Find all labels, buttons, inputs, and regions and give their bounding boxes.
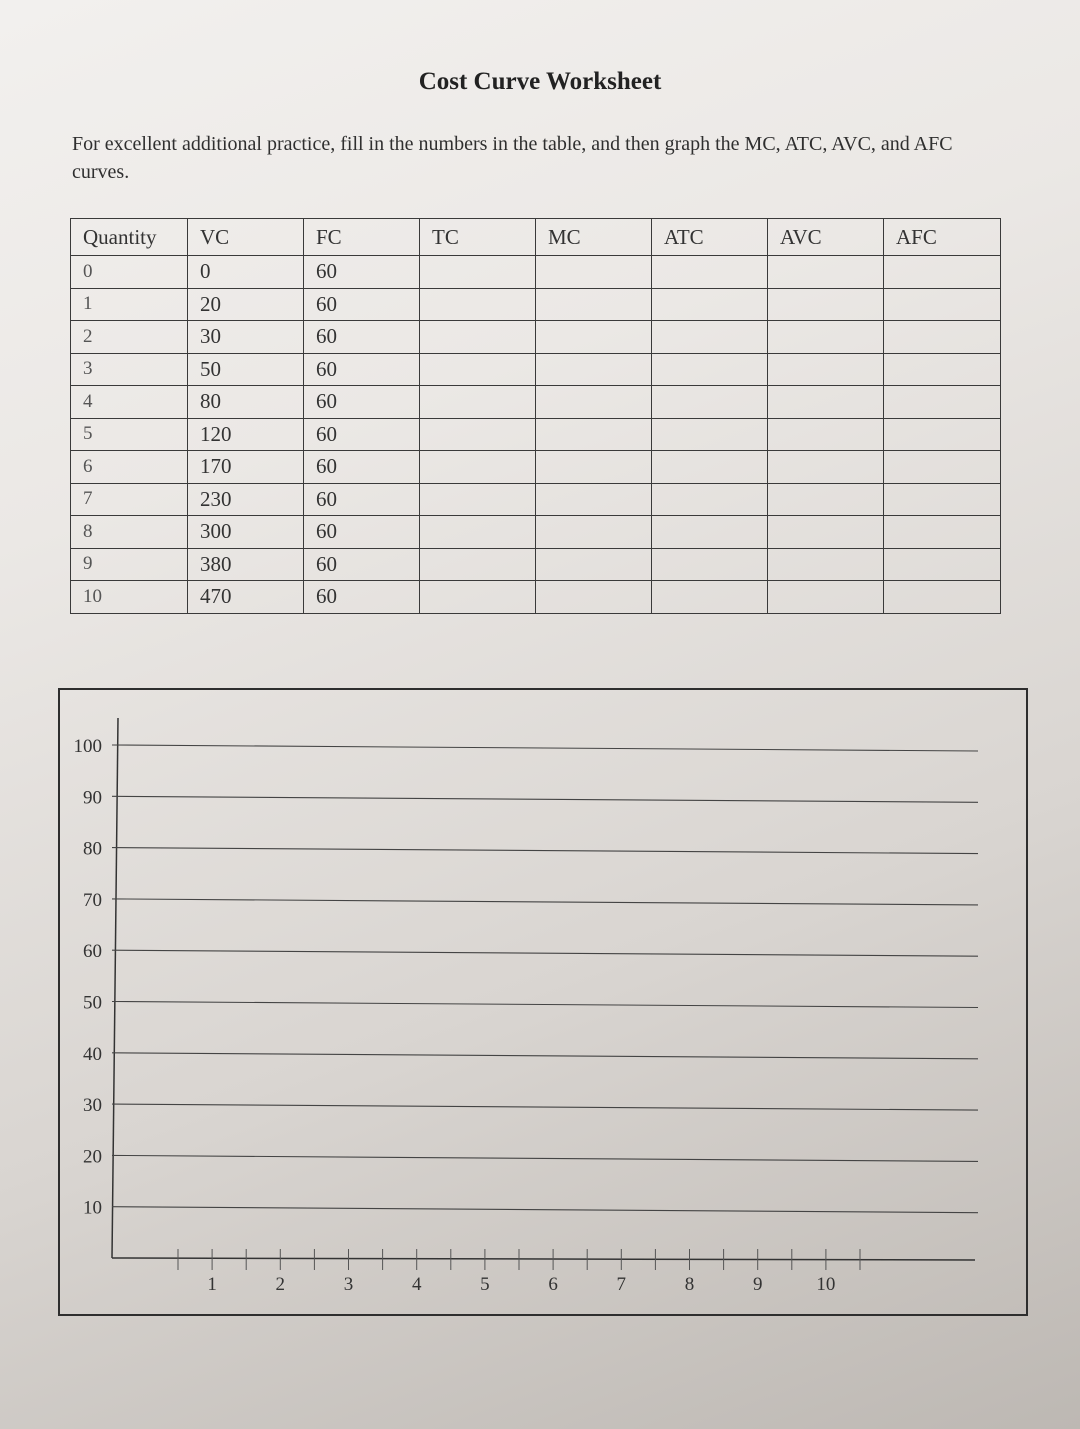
gridline-70 [112,899,978,905]
gridline-30 [112,1104,978,1110]
y-tick-label-10: 10 [83,1197,102,1219]
cell-vc: 380 [188,548,304,581]
cell-vc: 50 [188,353,304,386]
cell-fc: 60 [304,548,420,581]
gridline-10 [112,1207,978,1213]
x-tick-label-3: 3 [343,1274,354,1295]
x-tick-label-8: 8 [684,1274,695,1295]
cell-fc: 60 [304,353,420,386]
page-title: Cost Curve Worksheet [418,68,662,95]
cell-fc: 60 [304,516,420,549]
y-tick-label-80: 80 [83,838,102,860]
cell-quantity: 4 [71,386,188,419]
cell-fc: 60 [304,256,420,289]
gridline-90 [112,796,978,802]
cell-vc: 120 [188,418,304,451]
cell-fc: 60 [304,418,420,451]
x-tick-label-7: 7 [616,1274,627,1295]
cell-quantity: 5 [71,418,188,451]
cell-quantity: 0 [71,256,188,289]
cell-quantity: 1 [71,288,188,321]
gridline-100 [112,745,978,751]
column-header-atc: ATC [652,219,768,256]
column-header-mc: MC [536,219,652,256]
x-tick-label-10: 10 [816,1274,836,1295]
cell-vc: 170 [188,451,304,484]
cell-quantity: 10 [71,581,188,614]
cell-fc: 60 [304,288,420,321]
cell-quantity: 6 [71,451,188,484]
column-header-fc: FC [304,219,420,256]
cell-quantity: 7 [71,483,188,516]
y-tick-label-20: 20 [83,1146,102,1168]
column-header-vc: VC [188,219,304,256]
cell-fc: 60 [304,321,420,354]
cell-vc: 470 [188,581,304,614]
column-header-quantity: Quantity [71,219,188,256]
column-header-tc: TC [420,219,536,256]
x-axis [112,1258,975,1260]
cell-vc: 80 [188,386,304,419]
cell-quantity: 3 [71,353,188,386]
column-header-afc: AFC [884,219,1001,256]
cell-quantity: 2 [71,321,188,354]
y-tick-label-60: 60 [83,941,102,963]
y-axis [112,718,118,1258]
x-tick-label-9: 9 [752,1274,763,1295]
x-tick-label-5: 5 [480,1274,490,1295]
y-tick-label-100: 100 [73,736,102,757]
cell-vc: 0 [188,256,304,289]
x-tick-label-2: 2 [275,1274,286,1295]
y-tick-label-70: 70 [83,889,102,911]
cell-vc: 230 [188,483,304,516]
gridline-20 [112,1155,978,1161]
cell-fc: 60 [304,483,420,516]
cell-fc: 60 [304,386,420,419]
column-header-avc: AVC [768,219,884,256]
y-tick-label-50: 50 [83,992,102,1014]
gridline-80 [112,848,978,854]
x-tick-label-4: 4 [411,1274,422,1295]
cell-quantity: 9 [71,548,188,581]
gridline-50 [112,1002,978,1008]
gridline-60 [112,950,978,956]
y-tick-label-40: 40 [83,1043,102,1065]
y-tick-label-90: 90 [83,787,102,809]
instructions-text: For excellent additional practice, fill in the numbers in the table, and then graph the MC, ATC, AVC, and AFC curves. [72,133,953,183]
gridline-40 [112,1053,978,1059]
cell-vc: 300 [188,516,304,549]
x-tick-label-1: 1 [207,1274,217,1295]
cell-quantity: 8 [71,516,188,549]
y-tick-label-30: 30 [83,1095,102,1117]
x-tick-label-6: 6 [548,1274,558,1295]
cell-vc: 20 [188,288,304,321]
cell-fc: 60 [304,451,420,484]
cell-vc: 30 [188,321,304,354]
cell-fc: 60 [304,581,420,614]
